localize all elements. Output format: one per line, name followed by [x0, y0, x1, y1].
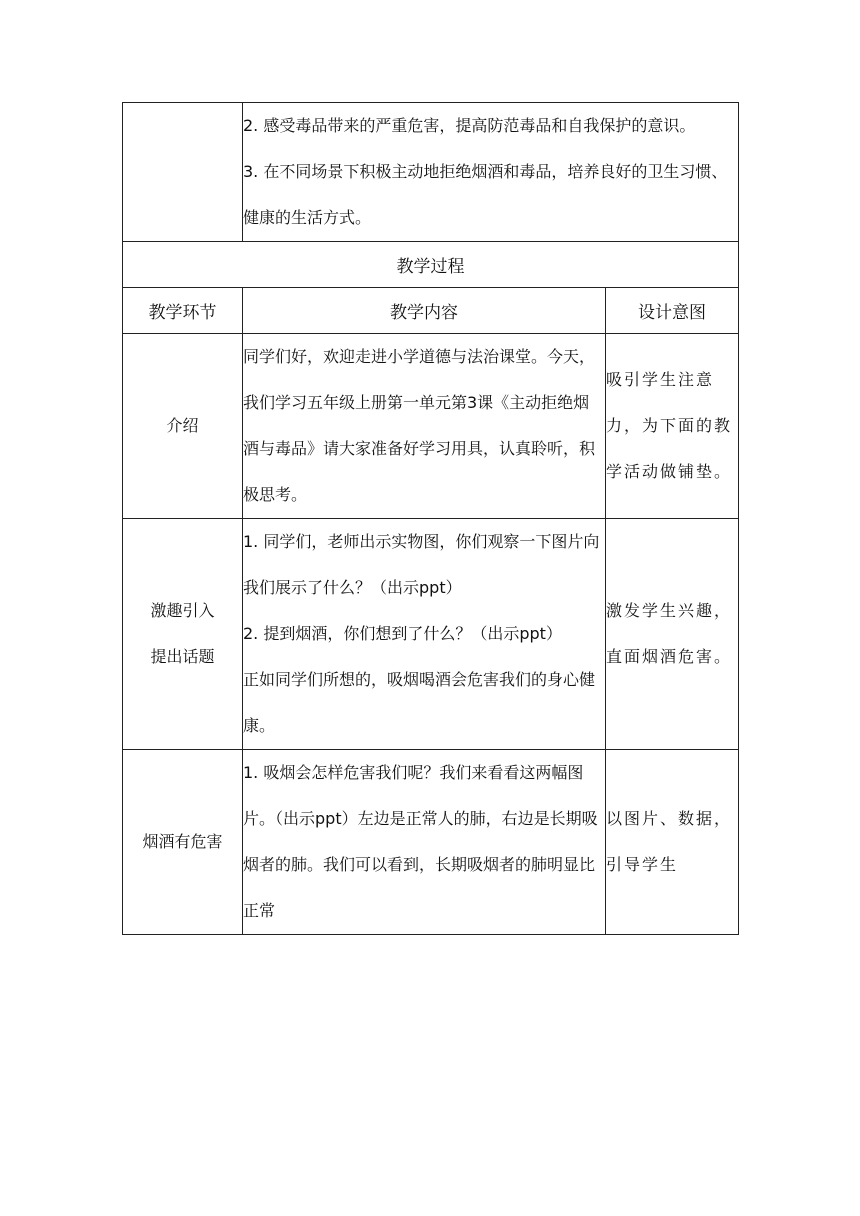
table-row: [123, 519, 739, 750]
content-paragraph: 1. 吸烟会怎样危害我们呢？我们来看看这两幅图片。（出示ppt）左边是正常人的肺，右边是长期吸烟者的肺。我们可以看到，长期吸烟者的肺明显比正常: [243, 763, 598, 920]
table-row: [123, 334, 739, 519]
content-cell: [243, 519, 606, 750]
objectives-row: [123, 103, 739, 242]
content-cell: [243, 750, 606, 935]
header-stage: 教学环节: [123, 288, 243, 334]
section-row: [123, 242, 739, 288]
header-intent: 设计意图: [606, 288, 739, 334]
content-paragraph: 2. 提到烟酒，你们想到了什么？（出示ppt）: [243, 624, 562, 643]
content-cell: [243, 334, 606, 519]
intent-cell: 激发学生兴趣，直面烟酒危害。: [606, 519, 739, 750]
objective-3: 3. 在不同场景下积极主动地拒绝烟酒和毒品，培养良好的卫生习惯、健康的生活方式。: [243, 162, 728, 227]
intent-cell: 以图片、数据，引导学生: [606, 750, 739, 935]
content-paragraph: 正如同学们所想的，吸烟喝酒会危害我们的身心健康。: [243, 670, 596, 735]
header-row: [123, 288, 739, 334]
lesson-plan-table: [122, 102, 739, 935]
stage-line: 激趣引入: [150, 601, 215, 620]
stage-cell: 介绍: [123, 334, 243, 519]
content-paragraph: 同学们好，欢迎走进小学道德与法治课堂。今天，我们学习五年级上册第一单元第3课《主动拒绝烟酒与毒品》请大家准备好学习用具，认真聆听，积极思考。: [243, 347, 596, 504]
stage-cell: 烟酒有危害: [123, 750, 243, 935]
stage-cell: [123, 519, 243, 750]
objectives-stage-cell: [123, 103, 243, 242]
table-row: [123, 750, 739, 935]
content-paragraph: 1. 同学们，老师出示实物图，你们观察一下图片向我们展示了什么？（出示ppt）: [243, 532, 600, 597]
section-title: 教学过程: [123, 242, 739, 288]
header-content: 教学内容: [243, 288, 606, 334]
objective-2: 2. 感受毒品带来的严重危害，提高防范毒品和自我保护的意识。: [243, 116, 696, 135]
stage-line: 提出话题: [150, 647, 215, 666]
objectives-cell: [243, 103, 739, 242]
intent-cell: 吸引学生注意力，为下面的教学活动做铺垫。: [606, 334, 739, 519]
